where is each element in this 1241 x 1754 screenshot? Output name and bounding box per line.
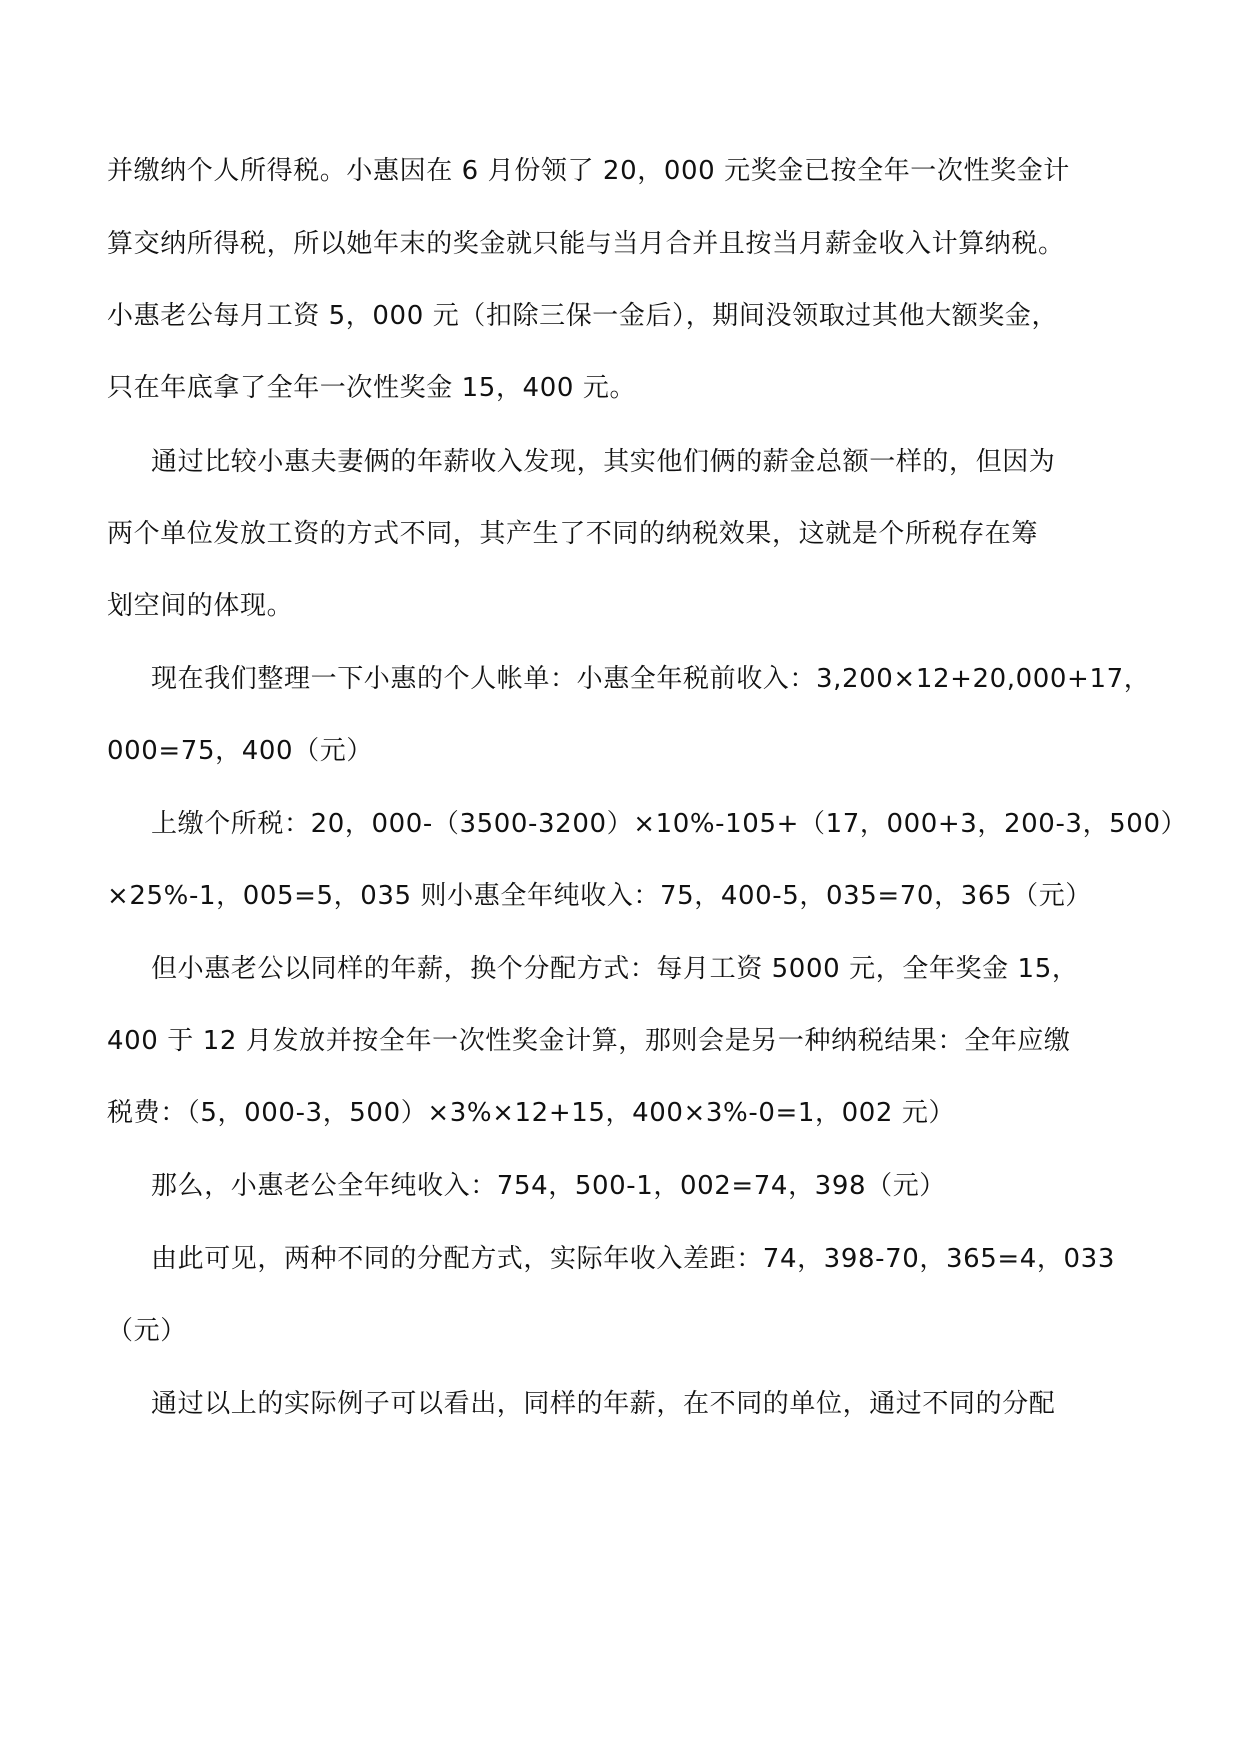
text-line: 但小惠老公以同样的年薪，换个分配方式：每月工资 5000 元，全年奖金 15，	[151, 954, 1079, 984]
text-line: 划空间的体现。	[107, 591, 294, 621]
text-line: 上缴个所税：20，000-（3500-3200）×10%-105+（17，000+3，200-3，500）	[151, 809, 1188, 839]
text-line: ×25%-1，005=5，035 则小惠全年纯收入：75，400-5，035=70，365（元）	[107, 881, 1092, 911]
text-line: 400 于 12 月发放并按全年一次性奖金计算，那则会是另一种纳税结果：全年应缴	[107, 1026, 1071, 1056]
text-line: 那么，小惠老公全年纯收入：754，500-1，002=74，398（元）	[151, 1171, 946, 1201]
text-line: 算交纳所得税，所以她年末的奖金就只能与当月合并且按当月薪金收入计算纳税。	[107, 229, 1065, 259]
text-line: 税费：（5，000-3，500）×3%×12+15，400×3%-0=1，002 元）	[107, 1098, 956, 1128]
text-line: 并缴纳个人所得税。小惠因在 6 月份领了 20，000 元奖金已按全年一次性奖金计	[107, 156, 1070, 186]
text-line: 由此可见，两种不同的分配方式，实际年收入差距：74，398-70，365=4，033	[151, 1244, 1115, 1274]
text-line: 现在我们整理一下小惠的个人帐单：小惠全年税前收入：3,200×12+20,000+17，	[151, 664, 1151, 694]
text-line: 只在年底拿了全年一次性奖金 15，400 元。	[107, 373, 637, 403]
text-line: （元）	[107, 1316, 187, 1346]
text-line: 000=75，400（元）	[107, 736, 373, 766]
text-line: 通过比较小惠夫妻俩的年薪收入发现，其实他们俩的薪金总额一样的，但因为	[151, 447, 1056, 477]
text-line: 两个单位发放工资的方式不同，其产生了不同的纳税效果，这就是个所税存在筹	[107, 519, 1039, 549]
text-line: 小惠老公每月工资 5，000 元（扣除三保一金后），期间没领取过其他大额奖金，	[107, 301, 1059, 331]
text-line: 通过以上的实际例子可以看出，同样的年薪，在不同的单位，通过不同的分配	[151, 1389, 1056, 1419]
